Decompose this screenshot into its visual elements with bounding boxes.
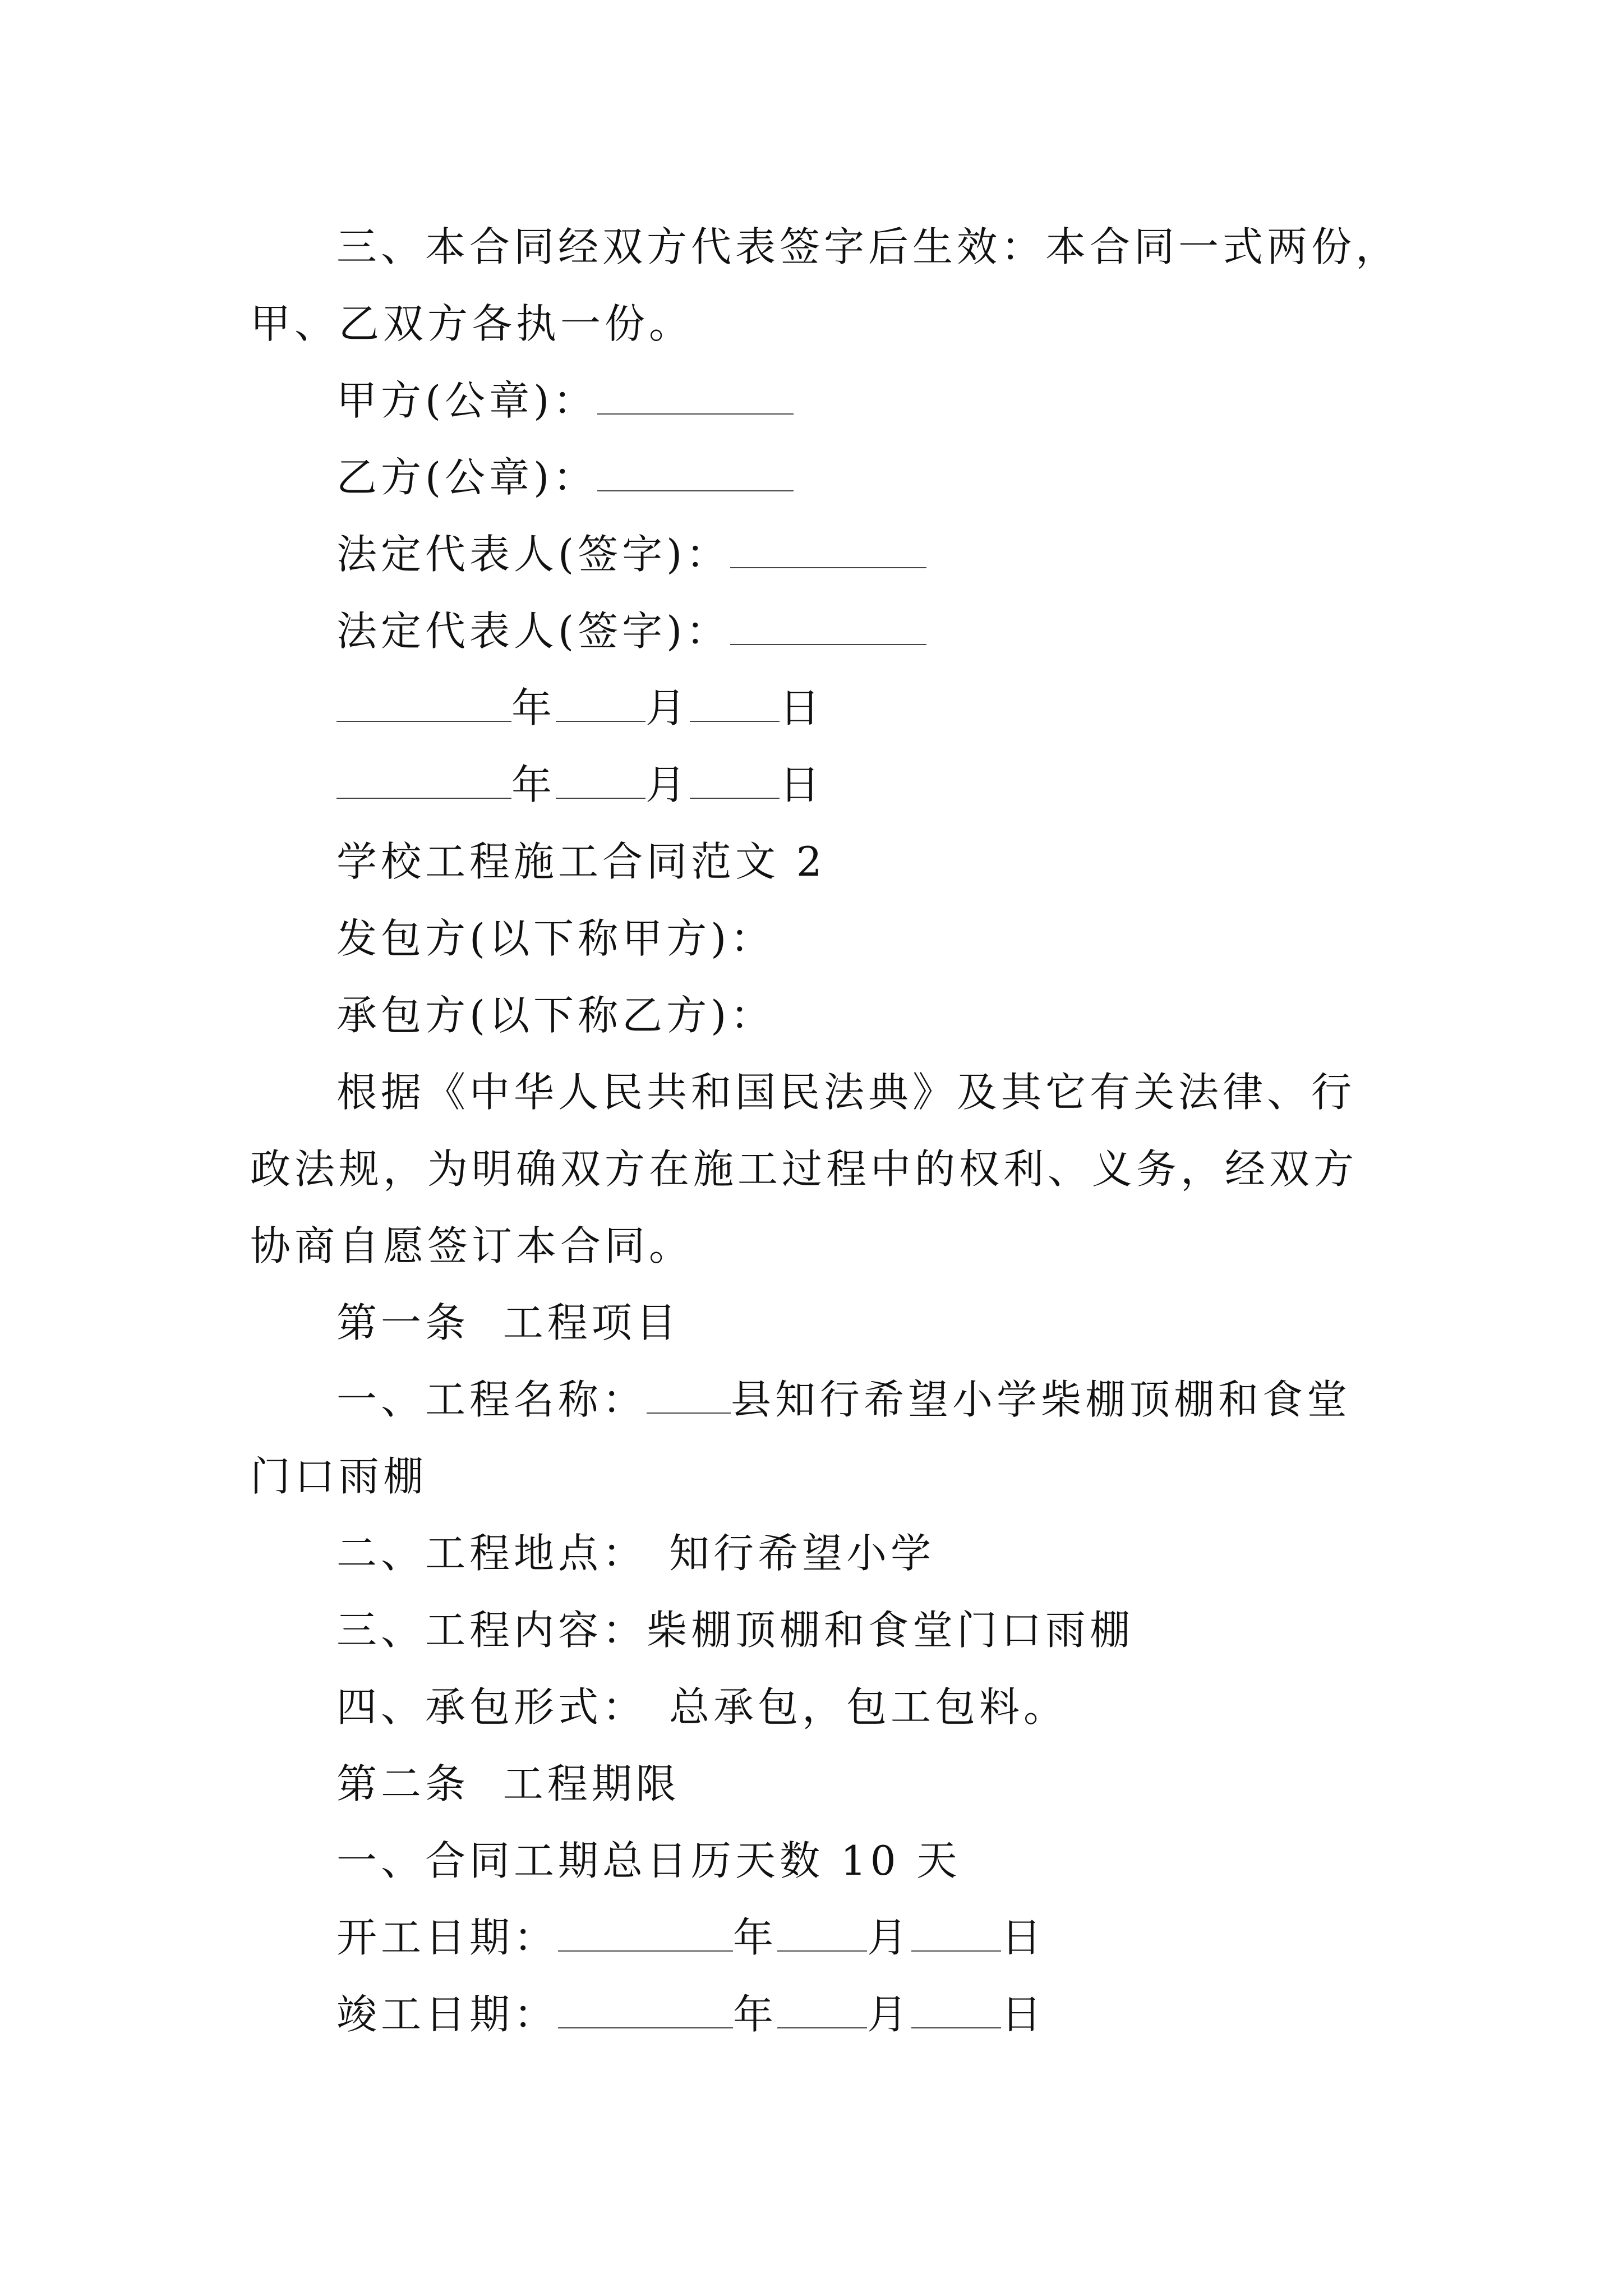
- party-b-seal-blank: [597, 458, 794, 491]
- clause-3-line-2: 甲、乙双方各执一份。: [250, 300, 694, 347]
- project-name-label: 一、工程名称：: [336, 1376, 647, 1423]
- year-blank: [336, 688, 511, 722]
- project-name-blank: [647, 1380, 731, 1414]
- completion-day-blank: [911, 1995, 1001, 2028]
- legal-rep-2-blank: [730, 611, 926, 645]
- month-blank: [556, 765, 645, 799]
- month-label: 月: [645, 761, 690, 808]
- article-1-title: 第一条 工程项目: [336, 1299, 680, 1346]
- party-b-seal-line: [250, 439, 1377, 516]
- day-label: 日: [1001, 1914, 1046, 1961]
- year-label: 年: [733, 1991, 778, 2038]
- employer-line: 发包方(以下称甲方)：: [336, 915, 775, 962]
- completion-month-blank: [777, 1995, 867, 2028]
- article-2-title: 第二条 工程期限: [336, 1760, 680, 1807]
- project-name-paragraph: [250, 1361, 1377, 1515]
- party-b-seal-label: 乙方(公章)：: [336, 454, 598, 501]
- month-label: 月: [867, 1914, 912, 1961]
- project-name-value: 县知行希望小学柴棚顶棚和食堂门口雨棚: [250, 1376, 1352, 1500]
- project-location-label: 二、工程地点：: [336, 1530, 647, 1577]
- party-a-seal-line: [250, 362, 1377, 439]
- year-label: 年: [733, 1914, 778, 1961]
- completion-year-blank: [558, 1995, 733, 2028]
- document-body: [250, 209, 1400, 2053]
- start-month-blank: [777, 1918, 867, 1952]
- project-content-line: 三、工程内容：柴棚顶棚和食堂门口雨棚: [336, 1607, 1135, 1654]
- year-blank: [336, 765, 511, 799]
- legal-rep-1-line: [250, 516, 1377, 593]
- legal-rep-1-label: 法定代表人(签字)：: [336, 531, 731, 578]
- completion-date-label: 竣工日期：: [336, 1991, 559, 2038]
- party-a-seal-label: 甲方(公章)：: [336, 377, 598, 424]
- start-date-label: 开工日期：: [336, 1914, 559, 1961]
- day-label: 日: [780, 761, 824, 808]
- preamble-paragraph: 根据《中华人民共和国民法典》及其它有关法律、行政法规，为明确双方在施工过程中的权利、义务，经双方协商自愿签订本合同。: [250, 1069, 1358, 1269]
- legal-rep-2-line: [250, 593, 1377, 670]
- start-date-line: [250, 1899, 1377, 1976]
- date-line-2: [250, 747, 1377, 823]
- start-year-blank: [558, 1918, 733, 1952]
- month-blank: [556, 688, 645, 722]
- duration-line: 一、合同工期总日历天数 10 天: [336, 1837, 961, 1884]
- month-label: 月: [645, 684, 690, 731]
- date-line-1: [250, 670, 1377, 747]
- contract-form-line: [250, 1669, 1377, 1746]
- legal-rep-1-blank: [730, 535, 926, 568]
- completion-date-line: [250, 1976, 1377, 2053]
- day-label: 日: [1001, 1991, 1046, 2038]
- sample-title: 学校工程施工合同范文 2: [336, 838, 826, 885]
- month-label: 月: [867, 1991, 912, 2038]
- project-location-line: [250, 1515, 1377, 1592]
- year-label: 年: [511, 761, 556, 808]
- clause-3-line-1: 三、本合同经双方代表签字后生效：本合同一式两份，: [336, 223, 1400, 270]
- project-location-value: 知行希望小学: [669, 1530, 935, 1577]
- day-label: 日: [780, 684, 824, 731]
- start-day-blank: [911, 1918, 1001, 1952]
- legal-rep-2-label: 法定代表人(签字)：: [336, 608, 731, 655]
- contract-form-label: 四、承包形式：: [336, 1683, 647, 1731]
- day-blank: [690, 688, 780, 722]
- contractor-line: 承包方(以下称乙方)：: [336, 992, 775, 1039]
- year-label: 年: [511, 684, 556, 731]
- party-a-seal-blank: [597, 381, 794, 415]
- contract-form-value: 总承包，包工包料。: [669, 1683, 1068, 1731]
- day-blank: [690, 765, 780, 799]
